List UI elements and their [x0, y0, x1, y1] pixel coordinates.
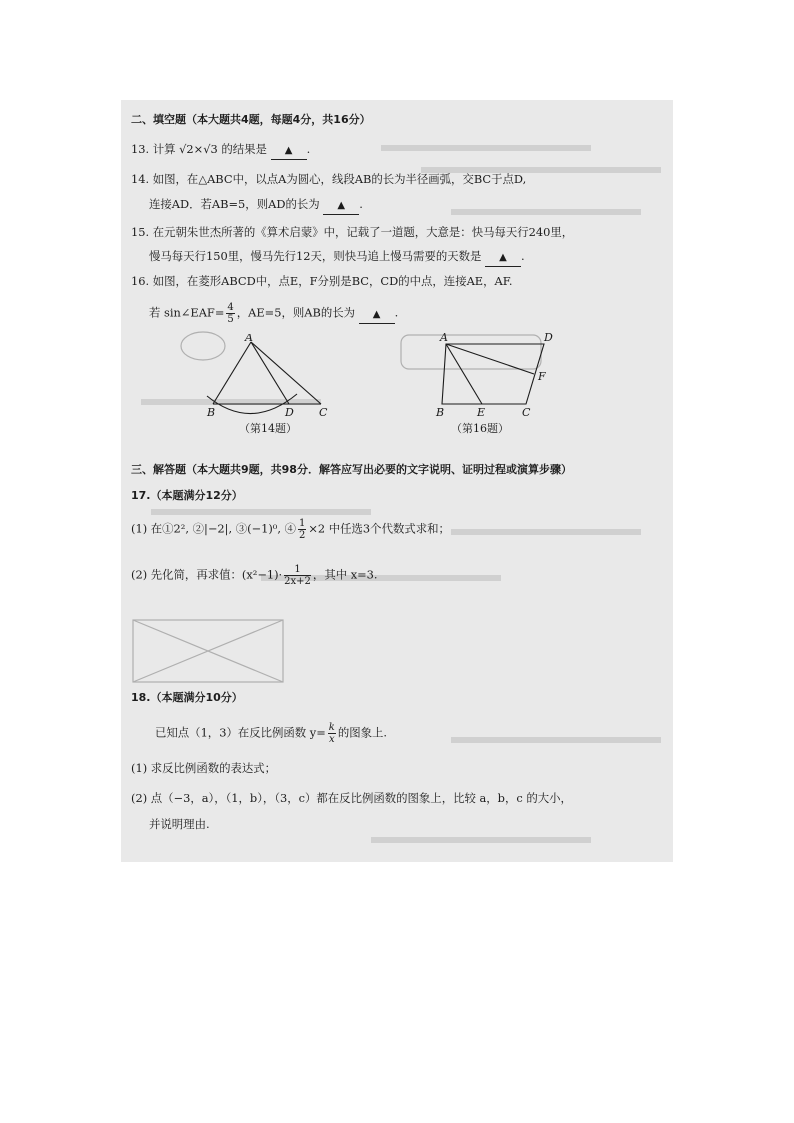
- blank-marker: ▲: [372, 308, 381, 320]
- q13-number: 13.: [131, 142, 150, 156]
- figure-14-triangle: [201, 334, 336, 418]
- q17-part-2: [131, 564, 378, 587]
- q13-prefix: 计算: [152, 142, 176, 156]
- frac-numerator: 1: [284, 564, 311, 576]
- label-d: D: [544, 331, 553, 344]
- q18-part-2-line-2: 并说明理由.: [149, 817, 210, 831]
- label-e: E: [477, 406, 486, 419]
- figure-14-caption: （第14题）: [239, 422, 297, 435]
- q16-text-2b: ，AE=5，则AB的长为: [236, 305, 356, 320]
- answer-blank[interactable]: [485, 248, 521, 267]
- section-3-header: 三、解答题（本大题共9题，共98分．解答应写出必要的文字说明、证明过程或演算步骤）: [131, 463, 572, 476]
- segment-ab: [213, 342, 251, 404]
- q13-expression: √2×√3: [179, 142, 218, 156]
- segment-ae: [446, 344, 482, 404]
- question-15-line-2: [149, 248, 525, 267]
- q16-text-1: 如图，在菱形ABCD中，点E，F分别是BC，CD的中点，连接AE，AF.: [152, 274, 513, 288]
- fraction: [298, 518, 306, 541]
- segment-ad: [251, 342, 289, 404]
- question-16-line-1: [131, 273, 513, 289]
- label-b: B: [207, 406, 216, 418]
- rhombus-abcd: [442, 344, 544, 404]
- q14-number: 14.: [131, 172, 150, 186]
- label-a: A: [440, 331, 448, 344]
- q14-end: .: [359, 197, 363, 211]
- frac-denominator: 2: [298, 530, 306, 541]
- q18-intro-tail: 的图象上.: [337, 725, 388, 740]
- frac-numerator: 4: [227, 302, 234, 313]
- blank-marker: ▲: [337, 200, 346, 211]
- q15-end: .: [521, 249, 525, 263]
- answer-blank[interactable]: [359, 305, 395, 324]
- segment-af: [446, 344, 534, 374]
- q18-part-2-line-1: (2) 点（−3，a），（1，b），（3，c）都在反比例函数的图象上，比较 a，b，c 的大小，: [131, 791, 572, 805]
- question-13: [131, 141, 310, 160]
- figure-16-caption: （第16题）: [451, 422, 509, 435]
- scanned-exam-page: [121, 100, 673, 862]
- q16-text-2a: 若 sin∠EAF=: [149, 305, 225, 320]
- label-c: C: [522, 406, 531, 419]
- q18-part-1: (1) 求反比例函数的表达式；: [131, 761, 277, 775]
- q15-text-2: 慢马每天行150里，慢马先行12天，则快马追上慢马需要的天数是: [149, 249, 482, 263]
- q18-intro: [155, 722, 387, 745]
- question-14-line-1: [131, 171, 526, 187]
- frac-denominator: 5: [227, 314, 234, 325]
- label-c: C: [319, 406, 328, 418]
- q13-end: .: [306, 142, 311, 156]
- q17-p1-tail: ×2 中任选3个代数式求和；: [308, 521, 450, 536]
- fraction: [328, 722, 336, 745]
- q15-number: 15.: [131, 225, 150, 239]
- q13-suffix: 的结果是: [221, 142, 267, 156]
- blank-marker: ▲: [284, 145, 293, 156]
- blank-marker: ▲: [499, 252, 507, 263]
- section-2-header: 二、填空题（本大题共4题，每题4分，共16分）: [131, 113, 371, 126]
- segment-ac: [251, 342, 321, 404]
- fraction: [284, 564, 311, 587]
- frac-numerator: 1: [298, 518, 306, 529]
- label-a: A: [245, 334, 253, 344]
- q16-number: 16.: [131, 274, 150, 288]
- label-b: B: [436, 406, 445, 419]
- answer-blank[interactable]: [271, 141, 307, 160]
- fraction: [226, 302, 234, 325]
- q17-title: 17.（本题满分12分）: [131, 489, 243, 502]
- q16-end: .: [394, 305, 399, 320]
- label-f: F: [538, 370, 546, 383]
- q15-text-1: 在元朝朱世杰所著的《算术启蒙》中，记载了一道题，大意是：快马每天行240里，: [152, 225, 574, 239]
- question-14-line-2: [149, 196, 363, 215]
- q17-p2-tail: ，其中 x=3.: [312, 567, 378, 582]
- answer-blank[interactable]: [323, 196, 359, 215]
- q17-part-1: [131, 518, 450, 541]
- q18-title: 18.（本题满分10分）: [131, 691, 243, 704]
- q17-p1-text: (1) 在①2², ②|−2|, ③(−1)⁰, ④: [131, 521, 296, 536]
- q18-intro-text: 已知点（1，3）在反比例函数 y=: [155, 725, 326, 740]
- q14-text-2: 连接AD．若AB=5，则AD的长为: [149, 197, 320, 211]
- question-15-line-1: [131, 224, 573, 240]
- frac-numerator: k: [328, 722, 335, 733]
- frac-denominator: x: [329, 734, 335, 745]
- label-d: D: [285, 406, 294, 418]
- question-16-line-2: [149, 302, 398, 325]
- frac-denominator: 2x+2: [284, 576, 311, 587]
- q17-p2-text: (2) 先化简，再求值：(x²−1)·: [131, 567, 283, 582]
- q14-text-1: 如图，在△ABC中，以点A为圆心，线段AB的长为半径画弧，交BC于点D,: [152, 172, 527, 186]
- figure-16-rhombus: [434, 330, 564, 420]
